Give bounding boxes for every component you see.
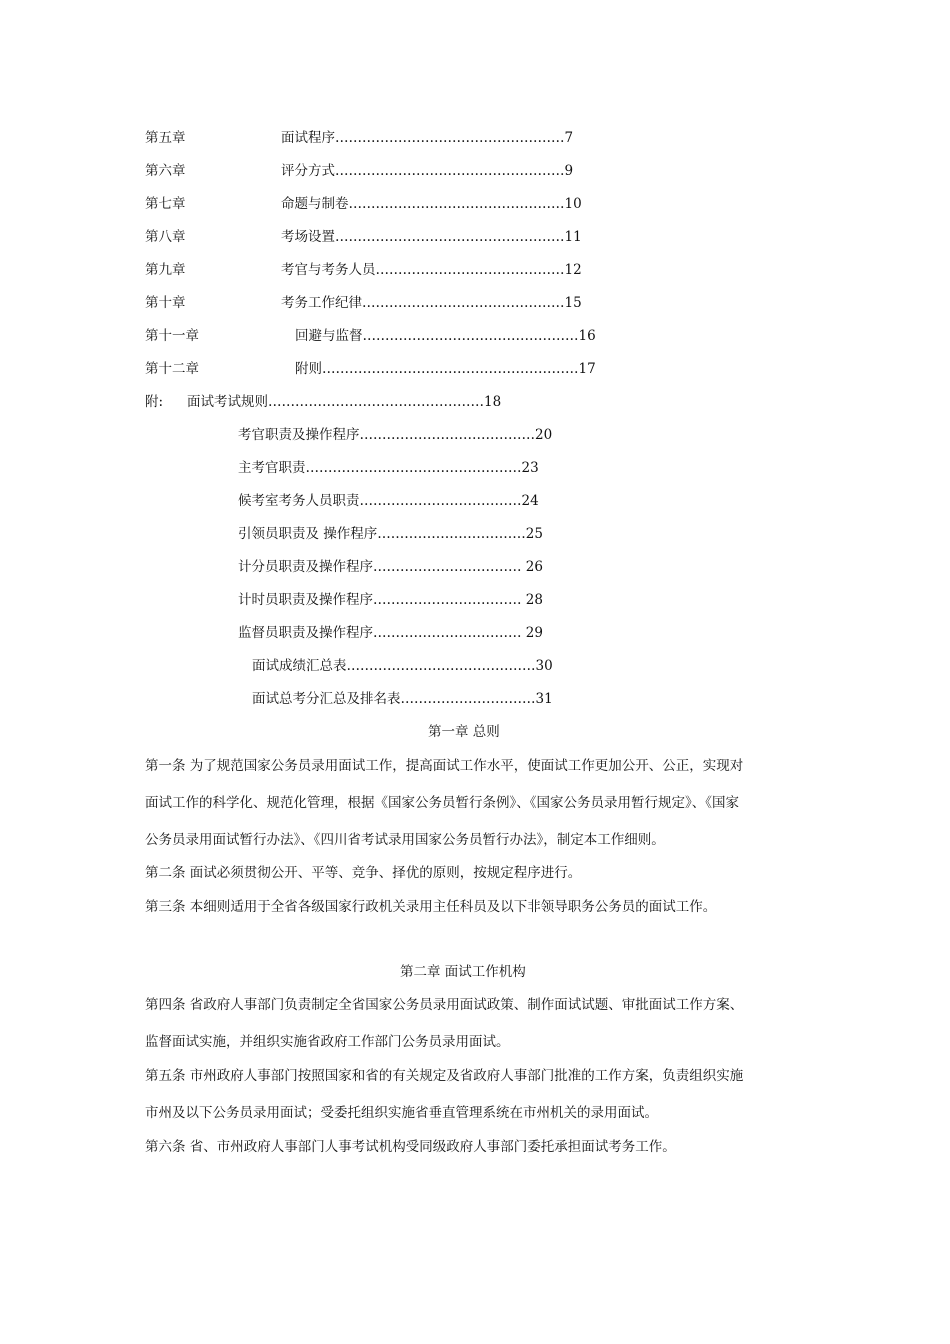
toc-chapter-title: 考场设置……………………………………………11 bbox=[281, 229, 582, 245]
toc-chapter-number: 第十一章 bbox=[145, 328, 199, 344]
toc-chapter-title: 考务工作纪律………………………………………15 bbox=[281, 295, 582, 311]
chapter-heading: 第一章 总则 bbox=[428, 724, 500, 740]
toc-chapter-title: 考官与考务人员……………………………………12 bbox=[281, 262, 582, 278]
appendix-label: 附: bbox=[145, 394, 164, 410]
toc-chapter-title: 命题与制卷…………………………………………10 bbox=[281, 196, 582, 212]
appendix-item: 考官职责及操作程序…………………………………20 bbox=[238, 427, 553, 443]
appendix-item: 引领员职责及 操作程序……………………………25 bbox=[238, 526, 543, 542]
toc-chapter-title: 评分方式……………………………………………9 bbox=[281, 163, 574, 179]
article-line: 面试工作的科学化、规范化管理，根据《国家公务员暂行条例》、《国家公务员录用暂行规定》、《国家 bbox=[145, 795, 739, 811]
article-line: 第六条 省、市州政府人事部门人事考试机构受同级政府人事部门委托承担面试考务工作。 bbox=[145, 1139, 676, 1155]
article-line: 第一条 为了规范国家公务员录用面试工作，提高面试工作水平，使面试工作更加公开、公正，实现对 bbox=[145, 758, 744, 774]
toc-chapter-title: 回避与监督…………………………………………16 bbox=[295, 328, 596, 344]
article-line: 第二条 面试必须贯彻公开、平等、竞争、择优的原则，按规定程序进行。 bbox=[145, 865, 582, 881]
article-line: 公务员录用面试暂行办法》、《四川省考试录用国家公务员暂行办法》，制定本工作细则。 bbox=[145, 832, 665, 848]
appendix-item: 主考官职责…………………………………………23 bbox=[238, 460, 539, 476]
appendix-item: 候考室考务人员职责………………………………24 bbox=[238, 493, 539, 509]
toc-chapter-title: 面试程序……………………………………………7 bbox=[281, 130, 574, 146]
toc-chapter-number: 第七章 bbox=[145, 196, 186, 212]
appendix-item: 计时员职责及操作程序…………………………… 28 bbox=[238, 592, 543, 608]
article-line: 第三条 本细则适用于全省各级国家行政机关录用主任科员及以下非领导职务公务员的面试工作。 bbox=[145, 899, 717, 915]
toc-row bbox=[145, 128, 186, 148]
article-line: 第四条 省政府人事部门负责制定全省国家公务员录用面试政策、制作面试试题、审批面试工作方案、 bbox=[145, 997, 744, 1013]
article-line: 市州及以下公务员录用面试；受委托组织实施省垂直管理系统在市州机关的录用面试。 bbox=[145, 1105, 658, 1121]
toc-chapter-number: 第九章 bbox=[145, 262, 186, 278]
toc-chapter-number: 第五章 bbox=[145, 130, 186, 146]
appendix-title: 面试考试规则…………………………………………18 bbox=[187, 394, 502, 410]
appendix-item: 计分员职责及操作程序…………………………… 26 bbox=[238, 559, 543, 575]
chapter-heading: 第二章 面试工作机构 bbox=[400, 964, 526, 980]
toc-chapter-title: 附则…………………………………………………17 bbox=[295, 361, 596, 377]
toc-chapter-number: 第十二章 bbox=[145, 361, 199, 377]
appendix-item: 面试总考分汇总及排名表…………………………31 bbox=[252, 691, 553, 707]
article-line: 监督面试实施，并组织实施省政府工作部门公务员录用面试。 bbox=[145, 1034, 510, 1050]
appendix-item: 监督员职责及操作程序…………………………… 29 bbox=[238, 625, 543, 641]
appendix-item: 面试成绩汇总表……………………………………30 bbox=[252, 658, 553, 674]
toc-chapter-number: 第八章 bbox=[145, 229, 186, 245]
article-line: 第五条 市州政府人事部门按照国家和省的有关规定及省政府人事部门批准的工作方案，负责组织实施 bbox=[145, 1068, 744, 1084]
toc-chapter-number: 第六章 bbox=[145, 163, 186, 179]
toc-chapter-number: 第十章 bbox=[145, 295, 186, 311]
